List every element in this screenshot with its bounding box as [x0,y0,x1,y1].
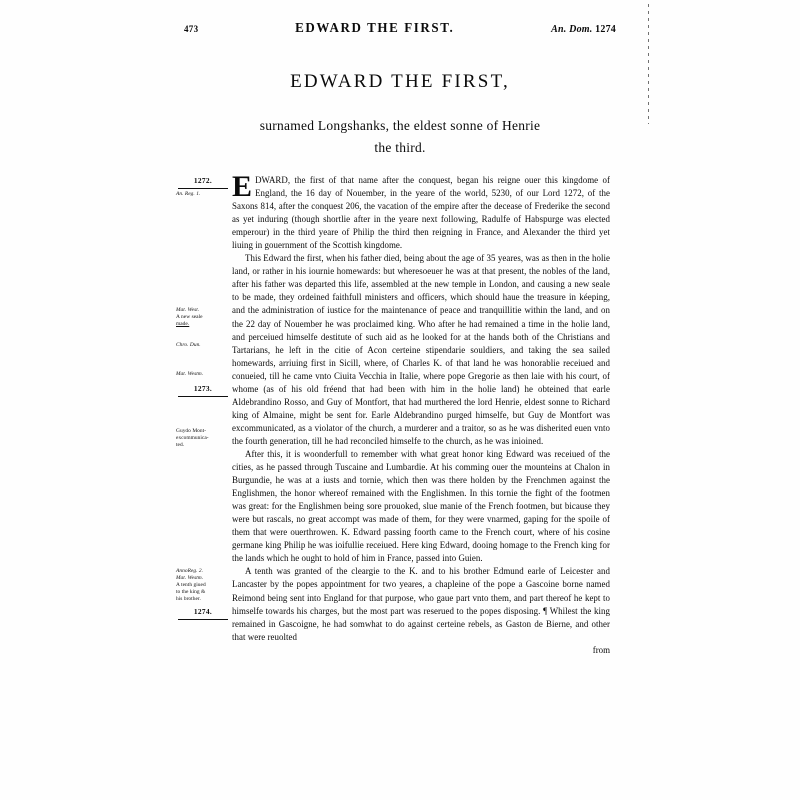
chapter-subtitle [184,115,616,159]
running-head-year [551,24,616,35]
catchword: from [592,644,610,655]
margin-note-guydo-line-3: ted. [176,441,185,448]
year-value: 1274 [595,24,616,35]
paragraph-3: After this, it is woonderfull to remember with what great honor king Edward was receiued of the cities, as he passed through Tuscaine and Lumbardie. At his comming ouer the mounteins at Chalon in Burgundie, he was at a iusts and tornie, which then was there holden by the Frenchmen against the Englishmen, the honor whereof remained with the Englishmen. In this tornie the fight of the footmen was great: for the Englishmen being sore prouoked, slue manie of the French footmen, but bicause they were but rascals, no great accompt was made of them, for they were vnarmed, gaping for the spoile of them that were ouerthrowen. K. Edward passing foorth came to the French court, where of his cosine germane king Philip he was ioifullie receiued. Here king Edward, dooing homage to the French king for the lands which he ought to hold of him in France, passed into Guien. [232,448,610,564]
running-head-title: EDWARD THE FIRST. [295,19,455,36]
margin-note-anno-reg-2 [176,568,230,602]
margin-rule-2 [178,396,228,397]
chapter-subtitle-line-1: surnamed Longshanks, the eldest sonne of Henrie [259,117,541,133]
margin-note-source: Chro. Dun. [176,342,201,349]
margin-note-guydo-montfort [176,428,230,448]
margin-note-chro-dun [176,342,230,349]
year-label: An. Dom. [551,24,593,35]
paragraph-4: A tenth was granted of the cleargie to the K. and to his brother Edmund earle of Leicester and Lancaster by the popes appointment for two yeares, a chapleine of the pope a Gascoine borne named Reimond being sent into England for that purpose, who gaue part vnto them, and part thereof he kept to himselfe towards his charges, but the most part was reserued to the popes disposing. ¶ Whilest the king remained in Gascoigne, he had somwhat to do against certeine rebels, as Gaston de Bierne, and other that were reuolted [232,566,610,642]
chapter-subtitle-line-2: the third. [374,139,426,155]
paragraph-1 [232,170,610,252]
page-body [176,170,624,657]
paragraph-2: This Edward the first, when his father died, being about the age of 35 yeares, was as then in the holie land, or rather in his iournie homewards: but wheresoeuer he was at that present, the nobles of the land, after his father was departed this life, assembled at the new temple in London, and causing a new seale to be made, they ordeined faithfull ministers and officers, which should haue the treasure in kéeping, and the administration of iustice for the maintenance of peace and tranquillitie within the land, and on the 22 day of Nouember he was proclaimed king. Who after he had remained a time in the holie land, and perceiued himselfe destitute of such aid as he looked for at the hands both of the Christians and Tartarians, he left in the citie of Acon certeine stipendarie souldiers, and taking the sea sailed homewards, arriuing first in Sicill, where, of Charles K. of that land he was honorablie receiued and conueied, till he came vnto Ciuita Vecchia in Italie, where pope Gregorie as then laie with his court, of whome (as of his old fréend that had been with him in the holie land) he obteined that earle Aldebrandino Rosso, and Guy of Montfort, that had murthered the lord Henrie, eldest sonne to Richard king of Almaine, might be sent for. Earle Aldebrandino purged himselfe, but Guy de Montfort was excommunicated, as a violator of the church, a murderer and a traitor, so as he was disherited euen vnto the fourth generation, till he had reconciled himselfe to the church, as he was inioined. [232,253,610,446]
margin-note-guydo-line-1: Guydo Mont- [176,428,207,435]
margin-year-1274: 1274. [193,607,213,617]
margin-note-anno-reg: AnnoReg. 2. [176,568,204,575]
chapter-title-block [184,72,616,159]
margin-note-tenth-line-1: A tenth giued [176,582,206,588]
margin-note-source: Mat. Westm. [176,575,204,582]
margin-note-mat-west [176,307,230,327]
margin-rule-3 [178,619,228,620]
drop-cap: E [232,170,253,203]
margin-note-source: Mat. Westm. [176,371,204,378]
margin-note-an-reg-1 [176,191,230,198]
paragraph-1-text: DWARD, the first of that name after the conquest, began his reigne ouer this kingdome of England, the 16 day of Nouember, in the yeare of the world, 5230, of our Lord 1272, of the Saxons 814, after the conquest 206, the vacation of the empire after the decease of Frederike the second as yet induring (though shortlie after in the yeare next following, Radulfe of Habspurge was elected emperour) in the third yeare of Philip the third then reigning in France, and Alexander the third yet liuing in gouernment of the Scottish kingdome. [232,175,610,251]
margin-rule-1 [178,188,228,189]
paragraph-2-column [232,252,610,448]
running-head [184,20,616,36]
margin-note-seale-line-1: A new seale [176,314,203,321]
margin-note-tenth-line-3: his brother. [176,595,201,602]
margin-year-1272: 1272. [193,176,213,185]
margin-note-label: An. Reg. 1. [176,191,201,197]
chapter-title: EDWARD THE FIRST, [290,71,510,92]
paragraph-3-column [232,448,610,565]
margin-note-seale-line-2: made. [176,320,190,327]
margin-note-guydo-line-2: excommunica- [176,435,209,442]
paragraph-1-column [232,170,610,252]
margin-note-source: Mat. West. [176,307,200,314]
margin-note-mat-westm [176,371,230,378]
margin-year-1273: 1273. [193,384,213,394]
body-block-4 [176,565,624,656]
body-block-2 [176,252,624,448]
body-block-1 [176,170,624,252]
folio-number: 473 [184,24,199,34]
body-block-3 [176,448,624,565]
scan-artifact-line [648,4,649,124]
paragraph-4-column [232,565,610,643]
margin-note-tenth-line-2: to the king & [176,588,206,595]
